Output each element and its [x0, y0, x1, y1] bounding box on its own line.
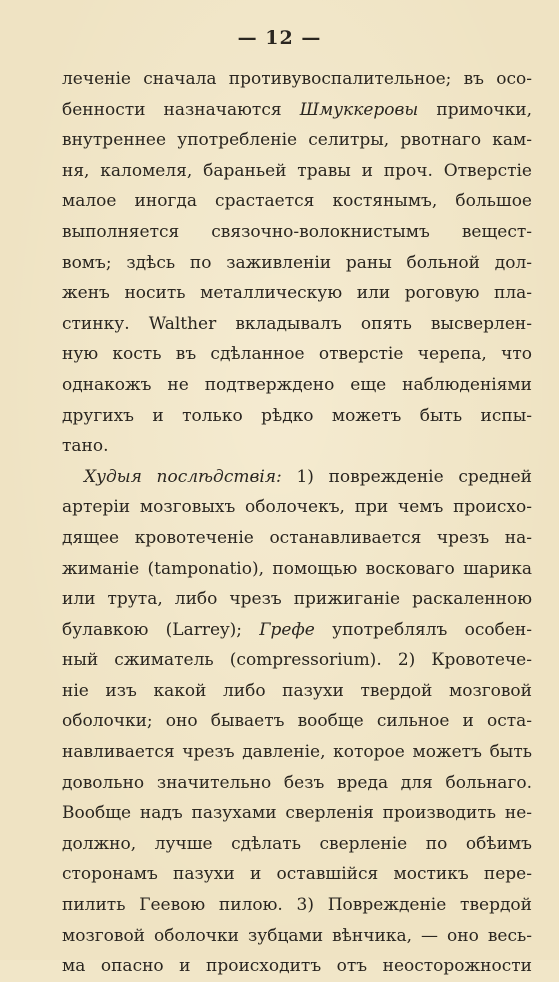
body-text — [62, 64, 532, 982]
italic-text: Грефе — [259, 619, 315, 640]
text-line — [62, 186, 532, 217]
text-line — [62, 431, 532, 462]
text-segment: пилить Геевою пилою. 3) Поврежденіе твердой — [62, 895, 532, 916]
text-segment: однакожъ не подтверждено еще наблюденіями — [62, 374, 532, 395]
text-segment: тано. — [62, 436, 109, 457]
text-line — [62, 676, 532, 707]
text-segment: дящее кровотеченіе останавливается чрезъ на- — [62, 527, 532, 548]
text-line — [62, 645, 532, 676]
text-line — [62, 737, 532, 768]
text-segment: мозговой оболочки зубцами вѣнчика, — оно весь- — [62, 925, 532, 946]
text-segment: бенности назначаются — [62, 99, 300, 120]
text-segment: булавкою (Larrey); — [62, 619, 260, 640]
text-segment: или трута, либо чрезъ прижиганіе раскаленною — [62, 589, 532, 610]
text-segment: артеріи мозговыхъ оболочекъ, при чемъ происхо- — [62, 497, 532, 518]
text-segment: оболочки; оно бываетъ вообще сильное и оста- — [62, 711, 532, 732]
text-segment: ня, каломеля, бараньей травы и проч. Отверстіе — [62, 160, 532, 181]
text-segment: ный сжиматель (compressorium). 2) Кровотече- — [62, 650, 532, 671]
text-line — [62, 125, 532, 156]
text-segment: Вообще надъ пазухами сверленія производить не- — [62, 803, 532, 824]
text-segment: малое иногда срастается костянымъ, большое — [62, 191, 532, 212]
text-line — [62, 523, 532, 554]
text-line — [62, 554, 532, 585]
text-line — [62, 462, 532, 493]
italic-text: Худыя послѣдствія: — [84, 466, 282, 487]
text-line — [62, 64, 532, 95]
text-segment: жиманіе (tamponatio), помощью восковаго шарика — [62, 558, 532, 579]
text-line — [62, 706, 532, 737]
text-line — [62, 768, 532, 799]
text-line — [62, 951, 532, 982]
text-segment: выполняется связочно-волокнистымъ вещест- — [62, 221, 532, 242]
page-number: — 12 — — [237, 27, 322, 49]
text-segment: 1) поврежденіе средней — [281, 466, 532, 487]
text-segment: внутреннее употребленіе селитры, рвотнаго кам- — [62, 130, 532, 151]
text-line — [62, 309, 532, 340]
text-segment: употреблялъ особен- — [314, 619, 532, 640]
text-line — [62, 217, 532, 248]
text-segment: стинку. Walther вкладывалъ опять высверлен- — [62, 313, 532, 334]
text-segment: леченіе сначала противувоспалительное; въ осо- — [62, 69, 532, 89]
text-line — [62, 615, 532, 646]
text-line — [62, 278, 532, 309]
text-segment: женъ носить металлическую или роговую пла- — [62, 283, 532, 304]
text-line — [62, 584, 532, 615]
text-segment: ную кость въ сдѣланное отверстіе черепа, что — [62, 344, 532, 365]
text-line — [62, 890, 532, 921]
text-line — [62, 248, 532, 279]
text-segment: довольно значительно безъ вреда для больнаго. — [62, 772, 532, 793]
text-line — [62, 156, 532, 187]
text-segment: должно, лучше сдѣлать сверленіе по обѣимъ — [62, 833, 532, 854]
text-line — [62, 401, 532, 432]
text-line — [62, 921, 532, 952]
text-line — [62, 370, 532, 401]
text-line — [62, 339, 532, 370]
text-line — [62, 829, 532, 860]
text-segment: примочки, — [418, 99, 532, 120]
text-segment: другихъ и только рѣдко можетъ быть испы- — [62, 405, 532, 426]
text-segment: навливается чрезъ давленіе, которое можетъ быть — [62, 742, 532, 763]
text-segment: вомъ; здѣсь по заживленіи раны больной дол- — [62, 252, 532, 273]
italic-text: Шмуккеровы — [299, 99, 419, 120]
text-segment: ма опасно и происходитъ отъ неосторожности — [62, 956, 532, 977]
text-line — [62, 95, 532, 126]
text-line — [62, 859, 532, 890]
text-line — [62, 492, 532, 523]
text-line — [62, 798, 532, 829]
text-segment: ніе изъ какой либо пазухи твердой мозговой — [62, 680, 532, 701]
text-segment: сторонамъ пазухи и оставшійся мостикъ пере- — [62, 864, 532, 885]
